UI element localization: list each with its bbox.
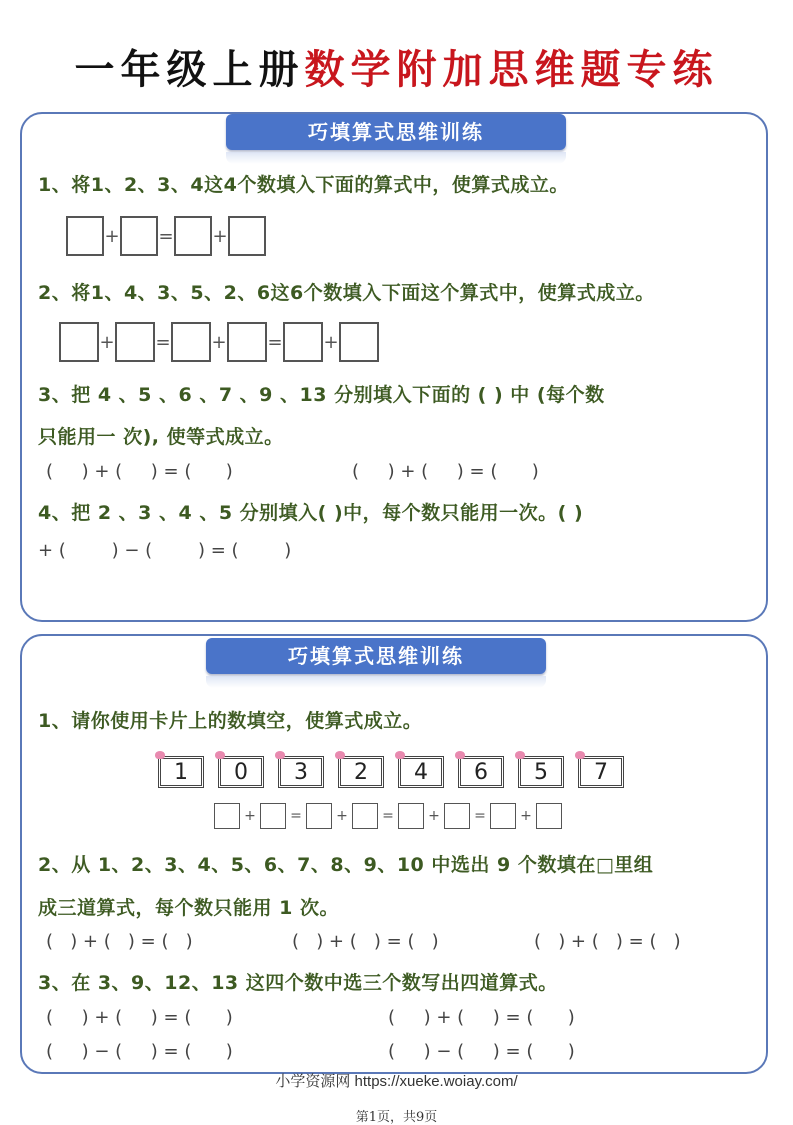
card-value: 6 [474,759,488,785]
answer-box[interactable] [171,322,211,362]
s2-q3-equation-2[interactable]: ( ) + ( ) = ( ) [388,1007,575,1028]
page-number: 第1页，共9页 [355,1110,438,1125]
s1-question-4-line-1: 4、把 2 、3 、4 、5 分别填入( )中，每个数只能用一次。( ) [38,502,584,524]
number-card[interactable] [398,756,444,788]
section-1-banner: 巧填算式思维训练 [226,114,566,150]
pin-icon [335,751,345,759]
answer-box[interactable] [214,803,240,829]
number-card[interactable] [338,756,384,788]
plus-sign: + [323,331,339,353]
pin-icon [275,751,285,759]
answer-box[interactable] [398,803,424,829]
s1-q4-equation[interactable]: + ( ) − ( ) = ( ) [38,540,292,561]
card-value: 7 [594,759,608,785]
number-card[interactable] [278,756,324,788]
pin-icon [455,751,465,759]
equals-sign: = [382,808,394,824]
pin-icon [575,751,585,759]
answer-box[interactable] [59,322,99,362]
plus-sign: + [520,808,532,824]
answer-box[interactable] [306,803,332,829]
answer-box[interactable] [174,216,212,256]
s1-q3-equation-1[interactable]: ( ) + ( ) = ( ) [46,461,233,482]
s2-q2-equation-3[interactable]: ( ) + ( ) = ( ) [534,931,681,952]
s2-question-3: 3、在 3、9、12、13 这四个数中选三个数写出四道算式。 [38,972,558,994]
card-value: 3 [294,759,308,785]
answer-box[interactable] [228,216,266,256]
pin-icon [515,751,525,759]
s2-question-2-line-2: 成三道算式，每个数只能用 1 次。 [38,897,339,919]
s2-q2-equation-1[interactable]: ( ) + ( ) = ( ) [46,931,193,952]
plus-sign: + [211,331,227,353]
answer-box[interactable] [352,803,378,829]
s1-q2-expression [59,322,379,362]
answer-box[interactable] [283,322,323,362]
s2-q3-equation-1[interactable]: ( ) + ( ) = ( ) [46,1007,233,1028]
title-grade: 一年级上册 [74,46,305,93]
number-card[interactable] [218,756,264,788]
s2-question-2-line-1: 2、从 1、2、3、4、5、6、7、8、9、10 中选出 9 个数填在□里组 [38,854,654,876]
card-value: 0 [234,759,248,785]
answer-box[interactable] [444,803,470,829]
plus-sign: + [244,808,256,824]
card-value: 5 [534,759,548,785]
answer-box[interactable] [66,216,104,256]
number-card[interactable] [158,756,204,788]
section-2-banner: 巧填算式思维训练 [206,638,546,674]
banner-reflection [206,676,546,688]
pin-icon [155,751,165,759]
answer-box[interactable] [490,803,516,829]
answer-box[interactable] [536,803,562,829]
card-value: 1 [174,759,188,785]
answer-box[interactable] [227,322,267,362]
number-cards [158,756,624,788]
pin-icon [215,751,225,759]
equals-sign: = [155,331,171,353]
card-value: 2 [354,759,368,785]
s2-q3-equation-4[interactable]: ( ) − ( ) = ( ) [388,1041,575,1062]
plus-sign: + [212,225,228,247]
s2-q1-expression [214,803,562,829]
answer-box[interactable] [120,216,158,256]
plus-sign: + [99,331,115,353]
s2-q3-equation-3[interactable]: ( ) − ( ) = ( ) [46,1041,233,1062]
card-value: 4 [414,759,428,785]
equals-sign: = [474,808,486,824]
s1-q1-expression [66,216,266,256]
s1-q3-equation-2[interactable]: ( ) + ( ) = ( ) [352,461,539,482]
s2-question-1: 1、请你使用卡片上的数填空，使算式成立。 [38,710,423,732]
s1-question-2: 2、将1、4、3、5、2、6这6个数填入下面这个算式中，使算式成立。 [38,282,655,304]
equals-sign: = [290,808,302,824]
equals-sign: = [158,225,174,247]
s1-question-3-line-1: 3、把 4 、5 、6 、7 、9 、13 分别填入下面的 ( ) 中 (每个数 [38,384,605,406]
pin-icon [395,751,405,759]
plus-sign: + [104,225,120,247]
plus-sign: + [336,808,348,824]
number-card[interactable] [578,756,624,788]
answer-box[interactable] [115,322,155,362]
document-title [0,44,793,96]
answer-box[interactable] [339,322,379,362]
source-watermark: 小学资源网 https://xueke.woiay.com/ [275,1073,518,1090]
answer-box[interactable] [260,803,286,829]
banner-reflection [226,152,566,164]
equals-sign: = [267,331,283,353]
plus-sign: + [428,808,440,824]
s1-question-1: 1、将1、2、3、4这4个数填入下面的算式中，使算式成立。 [38,174,569,196]
title-subject: 数学附加思维题专练 [304,46,719,93]
number-card[interactable] [518,756,564,788]
number-card[interactable] [458,756,504,788]
s2-q2-equation-2[interactable]: ( ) + ( ) = ( ) [292,931,439,952]
s1-question-3-line-2: 只能用一 次), 使等式成立。 [38,426,284,448]
